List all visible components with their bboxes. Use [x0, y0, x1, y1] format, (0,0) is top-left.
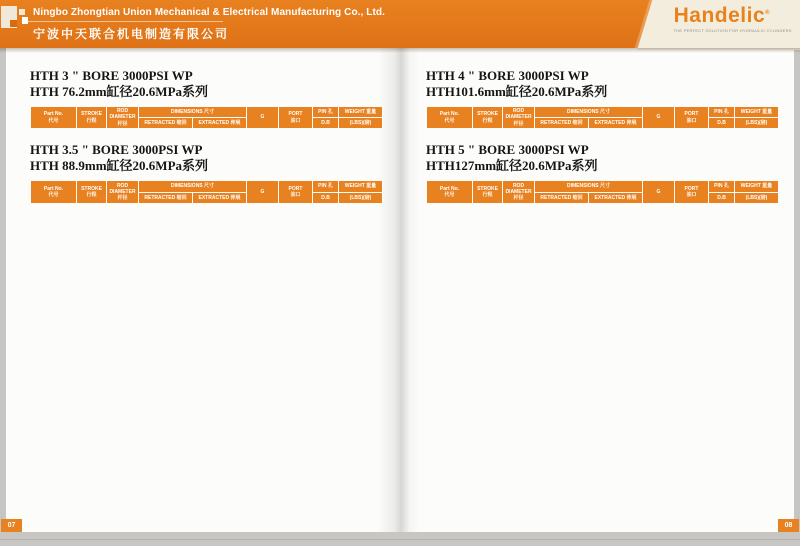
col-port: PORT 油口 — [675, 106, 709, 129]
col-dimensions: DIMENSIONS 尺寸 — [535, 106, 643, 117]
divider — [0, 539, 800, 540]
title-en: HTH 4 " BORE 3000PSI WP — [426, 68, 589, 83]
brand-logo: Handelic® — [673, 4, 771, 27]
col-pin: PIN 孔 — [313, 181, 339, 192]
brand-tagline: THE PERFECT SOLUTION FOR HYDRAULIC CYLINDERS — [673, 28, 792, 33]
col-stroke: STROKE 行程 — [77, 106, 107, 129]
col-pin: PIN 孔 — [313, 106, 339, 117]
section-title — [30, 142, 382, 174]
col-part-no: Part No. 代号 — [427, 106, 473, 129]
spec-table — [426, 180, 779, 204]
col-port: PORT 油口 — [279, 181, 313, 204]
table-header — [427, 181, 779, 204]
col-retracted: RETRACTED 缩回 — [535, 118, 589, 129]
company-block — [33, 7, 385, 42]
col-retracted: RETRACTED 缩回 — [535, 192, 589, 203]
col-rod-diameter: ROD DIAMETER 杆径 — [503, 106, 535, 129]
section-title — [426, 142, 778, 174]
col-part-no: Part No. 代号 — [31, 106, 77, 129]
table-header — [31, 181, 383, 204]
col-g: G — [643, 106, 675, 129]
title-cn: HTH127mm缸径20.6MPa系列 — [426, 158, 598, 174]
col-pin-db: D.B — [709, 118, 735, 129]
col-dimensions: DIMENSIONS 尺寸 — [139, 106, 247, 117]
logo-plate — [637, 0, 800, 50]
col-retracted: RETRACTED 缩回 — [139, 118, 193, 129]
col-weight-lbs: (LBS)(磅) — [735, 118, 779, 129]
col-weight-lbs: (LBS)(磅) — [339, 192, 383, 203]
col-g: G — [643, 181, 675, 204]
spec-table — [30, 106, 383, 130]
registered-mark: ® — [765, 10, 771, 16]
content-area — [6, 48, 794, 532]
col-rod-diameter: ROD DIAMETER 杆径 — [107, 106, 139, 129]
col-weight: WEIGHT 重量 — [339, 181, 383, 192]
table-header — [31, 106, 383, 129]
col-stroke: STROKE 行程 — [473, 181, 503, 204]
col-part-no: Part No. 代号 — [31, 181, 77, 204]
col-pin-db: D.B — [313, 192, 339, 203]
col-weight: WEIGHT 重量 — [735, 106, 779, 117]
title-cn: HTH101.6mm缸径20.6MPa系列 — [426, 83, 608, 99]
col-extracted: EXTRACTED 伸展 — [589, 118, 643, 129]
spec-table — [30, 180, 383, 204]
col-extracted: EXTRACTED 伸展 — [589, 192, 643, 203]
product-table-section — [30, 68, 382, 129]
decor-square — [19, 9, 25, 15]
col-stroke: STROKE 行程 — [473, 106, 503, 129]
decor-square — [10, 20, 17, 27]
spec-table — [426, 106, 779, 130]
col-port: PORT 油口 — [279, 106, 313, 129]
col-extracted: EXTRACTED 伸展 — [193, 118, 247, 129]
title-cn: HTH 76.2mm缸径20.6MPa系列 — [30, 83, 209, 99]
divider — [27, 21, 223, 22]
section-title — [30, 68, 382, 100]
col-pin: PIN 孔 — [709, 181, 735, 192]
col-retracted: RETRACTED 缩回 — [139, 192, 193, 203]
company-name-cn: 宁波中天联合机电制造有限公司 — [33, 27, 230, 41]
col-rod-diameter: ROD DIAMETER 杆径 — [503, 181, 535, 204]
col-weight-lbs: (LBS)(磅) — [735, 192, 779, 203]
page-left — [6, 48, 400, 532]
col-rod-diameter: ROD DIAMETER 杆径 — [107, 181, 139, 204]
page-number-left: 07 — [1, 519, 22, 532]
col-stroke: STROKE 行程 — [77, 181, 107, 204]
col-dimensions: DIMENSIONS 尺寸 — [139, 181, 247, 192]
page-number-right: 08 — [778, 519, 799, 532]
col-weight: WEIGHT 重量 — [735, 181, 779, 192]
col-weight: WEIGHT 重量 — [339, 106, 383, 117]
col-extracted: EXTRACTED 伸展 — [193, 192, 247, 203]
col-weight-lbs: (LBS)(磅) — [339, 118, 383, 129]
col-g: G — [247, 106, 279, 129]
product-table-section — [30, 142, 382, 203]
col-port: PORT 油口 — [675, 181, 709, 204]
table-header — [427, 106, 779, 129]
title-en: HTH 3.5 " BORE 3000PSI WP — [30, 142, 203, 158]
title-cn: HTH 88.9mm缸径20.6MPa系列 — [30, 158, 209, 174]
col-pin-db: D.B — [709, 192, 735, 203]
section-title — [426, 68, 778, 100]
header-band — [0, 0, 800, 48]
col-part-no: Part No. 代号 — [427, 181, 473, 204]
col-dimensions: DIMENSIONS 尺寸 — [535, 181, 643, 192]
col-pin-db: D.B — [313, 118, 339, 129]
company-name-en: Ningbo Zhongtian Union Mechanical & Electrical Manufacturing Co., Ltd. — [33, 7, 386, 18]
product-table-section — [426, 142, 778, 203]
col-pin: PIN 孔 — [709, 106, 735, 117]
product-table-section — [426, 68, 778, 129]
page-right — [400, 48, 794, 532]
col-g: G — [247, 181, 279, 204]
title-en: HTH 5 " BORE 3000PSI WP — [426, 142, 589, 158]
title-en: HTH 3 " BORE 3000PSI WP — [30, 68, 193, 83]
